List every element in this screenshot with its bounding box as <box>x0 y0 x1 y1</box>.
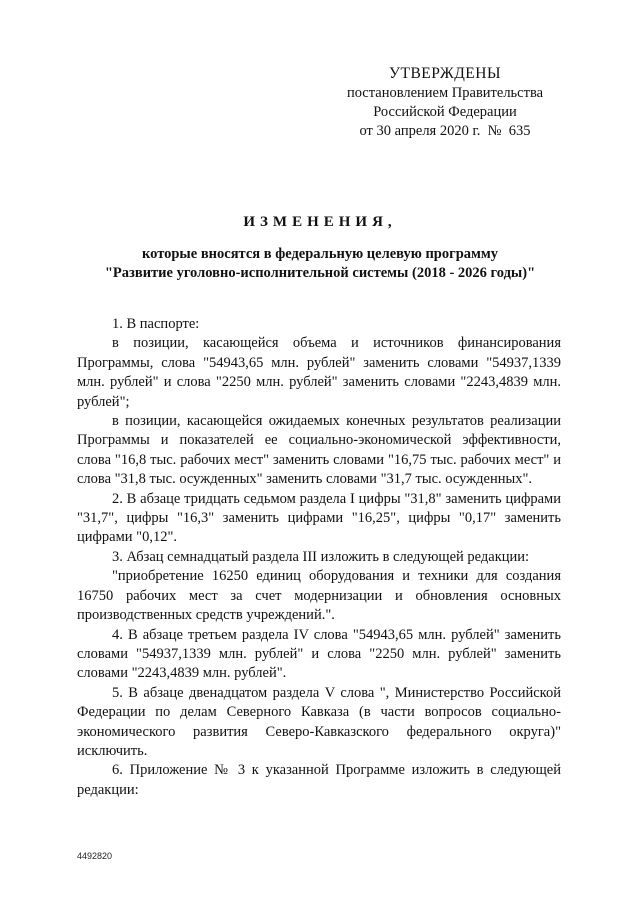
approval-date-number: от 30 апреля 2020 г. № 635 <box>359 123 531 139</box>
document-heading <box>70 212 570 283</box>
document-title: ИЗМЕНЕНИЯ, <box>243 214 397 230</box>
document-subtitle-line2: "Развитие уголовно-исполнительной системы (2018 - 2026 годы)" <box>104 265 536 281</box>
approval-line-federation: Российской Федерации <box>373 104 517 120</box>
document-subtitle-line1: которые вносятся в федеральную целевую программу <box>141 246 499 262</box>
paragraph-section-3-quote: "приобретение 16250 единиц оборудования и техники для создания 16750 рабочих мест за счет модернизации и обновления основных производственных средств учреждений.". <box>77 568 561 624</box>
paragraph-appendix-3: 6. Приложение № 3 к указанной Программе изложить в следующей редакции: <box>77 762 561 798</box>
approval-stamp <box>330 64 560 141</box>
paragraph-section-3: 3. Абзац семнадцатый раздела III изложить в следующей редакции: <box>112 548 530 565</box>
paragraph-section-4: 4. В абзаце третьем раздела IV слова "54943,65 млн. рублей" заменить словами "54937,1339 млн. рублей" и слова "2250 млн. рублей" заменить словами "2243,4839 млн. рублей". <box>77 626 561 682</box>
document-code: 4492820 <box>77 851 113 861</box>
paragraph-passport: 1. В паспорте: <box>112 316 200 332</box>
approved-label: УТВЕРЖДЕНЫ <box>389 65 501 82</box>
document-body <box>77 315 561 800</box>
paragraph-results-position: в позиции, касающейся ожидаемых конечных результатов реализации Программы и показателей ее социально-экономической эффективности, слова "16,8 тыс. рабочих мест" заменить словами "16,75 тыс. рабочих мест" и слова "31,8 тыс. осужденных" заменить словами "31,7 тыс. осужденных". <box>77 413 561 488</box>
paragraph-section-1: 2. В абзаце тридцать седьмом раздела I цифры "31,8" заменить цифрами "31,7", цифры "16,3" заменить цифрами "16,25", цифры "0,17" заменить цифрами "0,12". <box>77 490 561 546</box>
approval-line-decree: постановлением Правительства <box>346 85 544 101</box>
paragraph-funding-position: в позиции, касающейся объема и источников финансирования Программы, слова "54943,65 млн. рублей" заменить словами "54937,1339 млн. рублей" и слова "2250 млн. рублей" заменить словами "2243,4839 млн. рублей"; <box>77 335 561 410</box>
paragraph-section-5: 5. В абзаце двенадцатом раздела V слова ", Министерство Российской Федерации по делам Северного Кавказа (в части вопросов социально-экономического развития Северо-Кавказского федерального округа)" исключить. <box>77 684 561 759</box>
